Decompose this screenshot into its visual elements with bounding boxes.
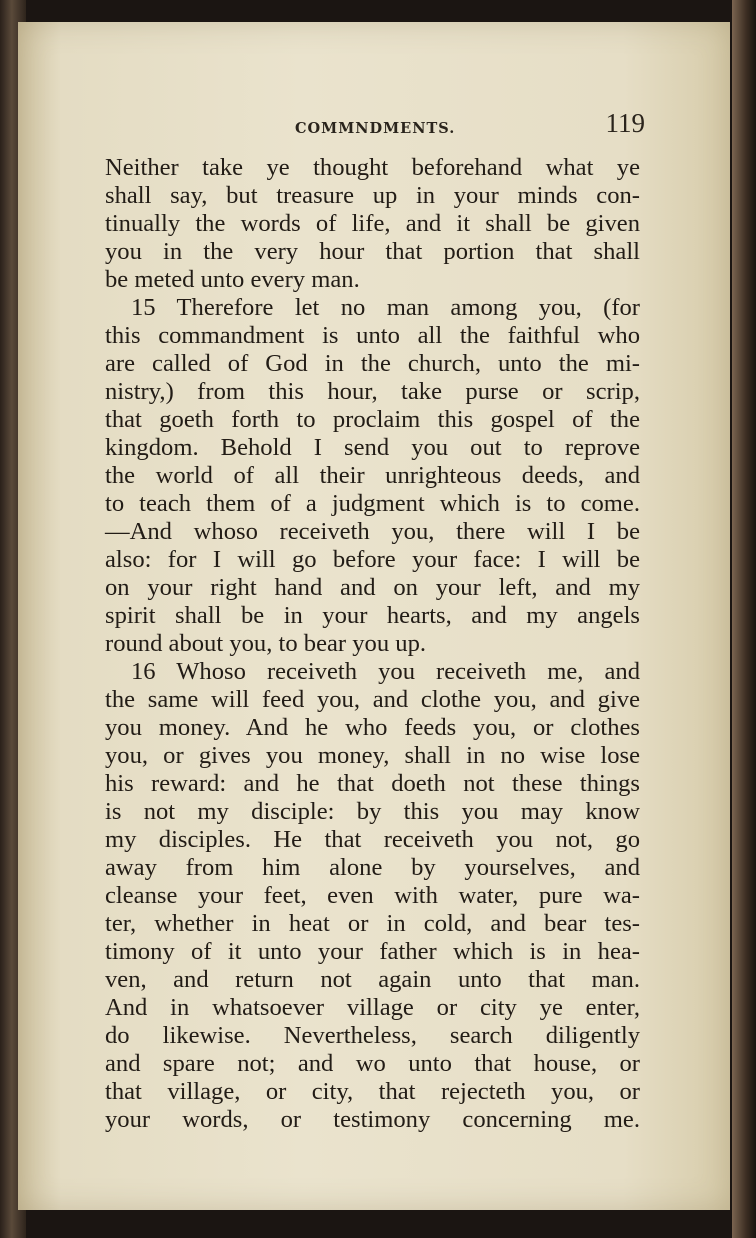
book-edge: [732, 0, 756, 1238]
text-line: you, or gives you money, shall in no wise lose: [105, 742, 640, 769]
text-line: away from him alone by yourselves, and: [105, 854, 640, 881]
text-line: tinually the words of life, and it shall be given: [105, 210, 640, 237]
running-title: COMMNDMENTS.: [295, 120, 456, 137]
text-line: this commandment is unto all the faithful who: [105, 322, 640, 349]
body-text: [105, 154, 640, 1134]
text-line: his reward: and he that doeth not these things: [105, 770, 640, 797]
text-line: the world of all their unrighteous deeds, and: [105, 462, 640, 489]
text-line: nistry,) from this hour, take purse or scrip,: [105, 378, 640, 405]
text-line: do likewise. Nevertheless, search diligently: [105, 1022, 640, 1049]
text-line: kingdom. Behold I send you out to reprove: [105, 434, 640, 461]
text-line: also: for I will go before your face: I will be: [105, 546, 640, 573]
text-line: you money. And he who feeds you, or clothes: [105, 714, 640, 741]
text-line: Neither take ye thought beforehand what ye: [105, 154, 640, 181]
text-line: and spare not; and wo unto that house, or: [105, 1050, 640, 1077]
text-line: be meted unto every man.: [105, 266, 360, 293]
text-line: shall say, but treasure up in your minds con-: [105, 182, 640, 209]
text-line: that goeth forth to proclaim this gospel of the: [105, 406, 640, 433]
text-line: And in whatsoever village or city ye enter,: [105, 994, 640, 1021]
text-line: timony of it unto your father which is in hea-: [105, 938, 640, 965]
text-line: spirit shall be in your hearts, and my angels: [105, 602, 640, 629]
text-line: the same will feed you, and clothe you, and give: [105, 686, 640, 713]
text-line: —And whoso receiveth you, there will I be: [105, 518, 640, 545]
text-line: to teach them of a judgment which is to come.: [105, 490, 640, 517]
page-number: 119: [605, 108, 645, 138]
text-line: ter, whether in heat or in cold, and bear tes-: [105, 910, 640, 937]
text-line: you in the very hour that portion that shall: [105, 238, 640, 265]
text-line: that village, or city, that rejecteth you, or: [105, 1078, 640, 1105]
text-line: on your right hand and on your left, and my: [105, 574, 640, 601]
text-line: is not my disciple: by this you may know: [105, 798, 640, 825]
text-line: round about you, to bear you up.: [105, 630, 427, 657]
text-line: 16 Whoso receiveth you receiveth me, and: [131, 658, 640, 685]
text-line: ven, and return not again unto that man.: [105, 966, 640, 993]
text-line: your words, or testimony concerning me.: [105, 1106, 640, 1133]
text-line: my disciples. He that receiveth you not, go: [105, 826, 640, 853]
text-line: cleanse your feet, even with water, pure wa-: [105, 882, 640, 909]
page-header: [110, 108, 645, 146]
text-line: are called of God in the church, unto the mi-: [105, 350, 640, 377]
text-line: 15 Therefore let no man among you, (for: [131, 294, 640, 321]
